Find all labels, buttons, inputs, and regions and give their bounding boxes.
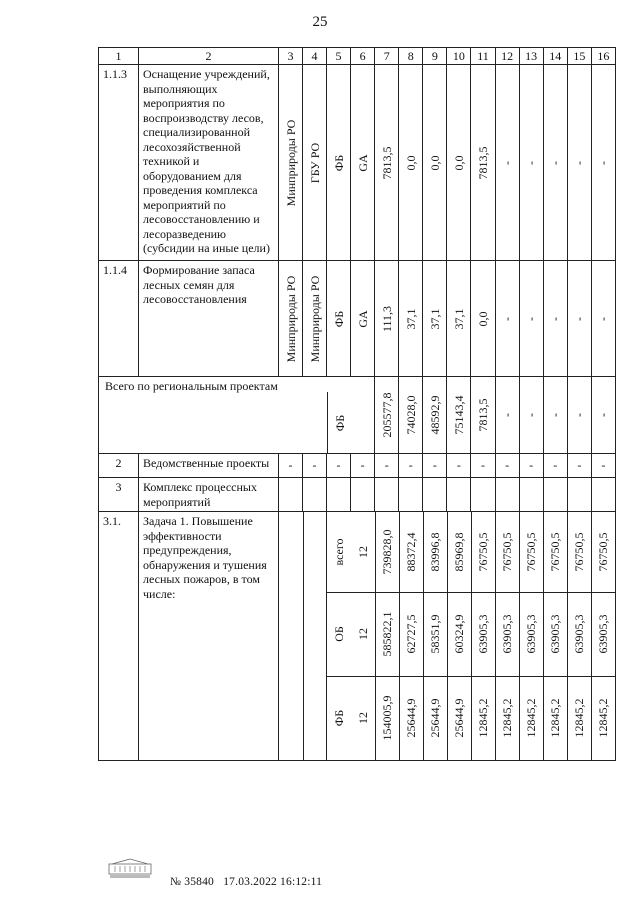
row-description: Оснащение учреждений, выполняющих мероприятия по воспроизводству лесов, специализированной лесохозяйственной техникой и оборудованием для проведения комплекса мероприятий по лесовосстановлению и лесоразведению (субсидии на иные цели): [139, 65, 279, 261]
value-cell: 83996,8: [428, 532, 442, 572]
program-table: [98, 47, 616, 761]
header-cell: 13: [519, 48, 543, 65]
value-cell: -: [572, 413, 587, 417]
page-number: 25: [312, 14, 328, 30]
budget-cell: ФБ: [333, 414, 347, 432]
value-cell: 0,0: [476, 311, 490, 326]
header-cell: 14: [543, 48, 567, 65]
row-description: Задача 1. Повышение эффективности предупреждения, обнаружения и тушения лесных пожаров, в том числе:: [139, 512, 279, 761]
table-row: [99, 512, 616, 761]
row-description: Комплекс процессных мероприятий: [139, 478, 279, 512]
value-cell: 7813,5: [379, 146, 394, 179]
value-cell: 37,1: [451, 308, 466, 329]
value-cell: 76750,5: [572, 532, 586, 572]
header-cell: 7: [375, 48, 399, 65]
value-cell: 739828,0: [380, 529, 394, 575]
row-description: Формирование запаса лесных семян для лесовосстановления: [139, 261, 279, 377]
budget-cell: ФБ: [331, 310, 346, 327]
value-cell: 0,0: [451, 155, 466, 170]
value-cell: 25644,9: [404, 698, 418, 738]
subblock-row: [327, 512, 615, 592]
value-cell: -: [596, 316, 611, 321]
value-cell: 88372,4: [404, 532, 418, 572]
value-cell: -: [500, 160, 515, 165]
dash-cell: -: [399, 454, 423, 478]
value-cell: -: [572, 160, 587, 165]
row-number: 2: [99, 454, 139, 478]
value-cell: -: [572, 316, 587, 321]
building-stamp-icon: [108, 858, 152, 880]
header-cell: 9: [423, 48, 447, 65]
dash-cell: -: [279, 454, 303, 478]
dash-cell: -: [375, 454, 399, 478]
value-cell: 63905,3: [524, 614, 538, 654]
header-cell: 4: [303, 48, 327, 65]
row-number: 3.1.: [99, 512, 139, 761]
value-cell: 62727,5: [404, 614, 418, 654]
subblock-row: [327, 676, 615, 760]
header-cell: 10: [447, 48, 471, 65]
value-cell: 12845,2: [476, 698, 490, 738]
value-cell: -: [548, 316, 563, 321]
value-cell: 12845,2: [572, 698, 586, 738]
value-cell: 58351,9: [428, 614, 442, 654]
header-cell: 8: [399, 48, 423, 65]
dash-cell: -: [327, 454, 351, 478]
value-cell: 76750,5: [548, 532, 562, 572]
participant-cell: Минприроды РО: [307, 275, 322, 362]
dash-cell: -: [495, 454, 519, 478]
value-cell: -: [596, 160, 611, 165]
value-cell: -: [500, 316, 515, 321]
dash-cell: -: [351, 454, 375, 478]
dash-cell: -: [519, 454, 543, 478]
block-code: 12: [355, 628, 370, 640]
value-cell: -: [524, 413, 539, 417]
value-cell: 12845,2: [524, 698, 538, 738]
subblock-row: [327, 592, 615, 676]
total-row: [99, 377, 616, 454]
code-cell: GA: [355, 153, 370, 172]
header-cell: 15: [567, 48, 591, 65]
table-row: [99, 261, 616, 377]
dash-cell: -: [567, 454, 591, 478]
total-label: Всего по региональным проектам: [105, 379, 278, 393]
budget-cell: ФБ: [331, 154, 346, 171]
participant-cell: ГБУ РО: [307, 142, 322, 183]
value-cell: 585822,1: [380, 611, 394, 657]
dash-cell: -: [447, 454, 471, 478]
value-cell: 0,0: [427, 155, 442, 170]
value-cell: 154005,9: [380, 695, 394, 741]
value-cell: 0,0: [403, 155, 418, 170]
header-cell: 6: [351, 48, 375, 65]
table-row: [99, 454, 616, 478]
value-cell: -: [596, 413, 611, 417]
header-cell: 12: [495, 48, 519, 65]
block-code: 12: [355, 712, 370, 725]
dash-cell: -: [591, 454, 615, 478]
value-cell: 7813,5: [476, 146, 490, 179]
header-row: [99, 48, 616, 65]
header-cell: 3: [279, 48, 303, 65]
value-cell: 12845,2: [596, 698, 611, 738]
header-cell: 1: [99, 48, 139, 65]
document-number: № 35840: [170, 876, 214, 888]
dash-cell: -: [423, 454, 447, 478]
value-cell: 63905,3: [548, 614, 562, 654]
value-cell: 76750,5: [596, 532, 611, 572]
document-datetime: 17.03.2022 16:12:11: [223, 876, 323, 888]
value-cell: 48592,9: [427, 395, 442, 435]
value-cell: 12845,2: [548, 698, 562, 738]
value-cell: 76750,5: [476, 532, 490, 572]
value-cell: 37,1: [403, 308, 418, 329]
value-cell: 75143,4: [451, 395, 466, 435]
value-cell: 25644,9: [452, 698, 466, 738]
row-number: 1.1.3: [99, 65, 139, 261]
value-cell: 76750,5: [500, 532, 514, 572]
value-cell: 76750,5: [524, 532, 538, 572]
dash-cell: -: [471, 454, 495, 478]
header-cell: 5: [327, 48, 351, 65]
block-name: всего: [331, 538, 346, 566]
value-cell: -: [524, 316, 539, 321]
value-cell: 63905,3: [476, 614, 490, 654]
value-cell: 63905,3: [500, 614, 514, 654]
value-cell: -: [548, 160, 563, 165]
executor-cell: Минприроды РО: [283, 275, 298, 362]
value-cell: 12845,2: [500, 698, 514, 738]
header-cell: 2: [139, 48, 279, 65]
dash-cell: -: [543, 454, 567, 478]
value-cell: -: [524, 160, 539, 165]
value-cell: 7813,5: [476, 398, 490, 432]
value-cell: 25644,9: [428, 698, 442, 738]
value-cell: -: [548, 413, 563, 417]
value-cell: -: [500, 413, 515, 417]
header-cell: 11: [471, 48, 495, 65]
value-cell: 74028,0: [403, 395, 418, 435]
block-name: ОБ: [331, 626, 346, 642]
value-cell: 60324,9: [452, 614, 466, 654]
code-cell: GA: [355, 309, 370, 328]
table-row: [99, 65, 616, 261]
block-name: ФБ: [331, 710, 346, 727]
value-cell: 63905,3: [572, 614, 586, 654]
registration-footer: [170, 876, 322, 888]
executor-cell: Минприроды РО: [283, 119, 298, 206]
value-cell: 111,3: [379, 305, 394, 332]
row-number: 3: [99, 478, 139, 512]
row-number: 1.1.4: [99, 261, 139, 377]
value-cell: 85969,8: [452, 532, 466, 572]
header-cell: 16: [591, 48, 615, 65]
row-description: Ведомственные проекты: [139, 454, 279, 478]
table-row: [99, 478, 616, 512]
value-cell: 37,1: [427, 308, 442, 329]
value-cell: 63905,3: [596, 614, 611, 654]
dash-cell: -: [303, 454, 327, 478]
value-cell: 205577,8: [379, 392, 394, 438]
block-code: 12: [355, 545, 370, 558]
